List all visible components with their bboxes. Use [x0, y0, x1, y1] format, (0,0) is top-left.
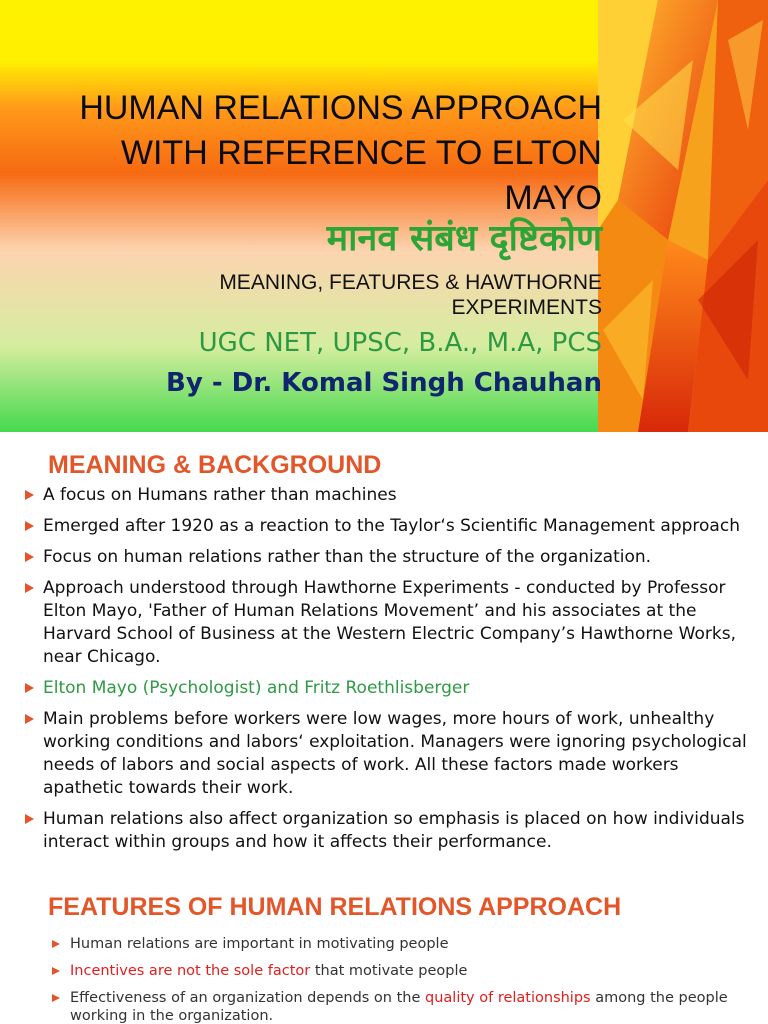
- list-item: [0, 708, 768, 800]
- bullet-arrow-icon: [25, 521, 34, 531]
- features-heading: FEATURES OF HUMAN RELATIONS APPROACH: [48, 893, 622, 921]
- title-line: MAYO: [504, 179, 602, 217]
- highlight-text: quality of relationships: [425, 990, 591, 1006]
- list-item-highlight: [0, 677, 768, 700]
- list-item-text: among the people working in the organization.: [70, 990, 728, 1024]
- bullet-arrow-icon: [25, 490, 34, 500]
- list-item-text: Human relations are important in motivating people: [70, 936, 449, 952]
- bullet-arrow-icon: [25, 583, 34, 593]
- list-item-text: A focus on Humans rather than machines: [43, 485, 397, 505]
- bullet-arrow-icon: [25, 683, 34, 693]
- bullet-arrow-icon: [25, 714, 34, 724]
- bullet-arrow-icon: [52, 967, 60, 975]
- meaning-list: [0, 484, 768, 862]
- list-item-text: Focus on human relations rather than the structure of the organization.: [43, 547, 652, 567]
- exam-list: UGC NET, UPSC, B.A., M.A, PCS: [198, 328, 602, 358]
- list-item: [0, 935, 768, 953]
- list-item-text: that motivate people: [310, 963, 468, 979]
- subtitle-line: EXPERIMENTS: [451, 296, 602, 319]
- bullet-arrow-icon: [52, 994, 60, 1002]
- subtitle-line: MEANING, FEATURES & HAWTHORNE: [219, 271, 602, 294]
- slide-subtitle: [42, 270, 602, 320]
- decorative-shards: [598, 0, 768, 432]
- hindi-title: मानव संबंध दृष्टिकोण: [326, 218, 602, 259]
- title-line: HUMAN RELATIONS APPROACH: [79, 89, 602, 127]
- list-item: [0, 577, 768, 669]
- list-item-text: Human relations also affect organization so emphasis is placed on how individuals interact within groups and how it affects their performance.: [43, 809, 745, 852]
- bullet-arrow-icon: [25, 552, 34, 562]
- features-list: [0, 935, 768, 1024]
- title-line: WITH REFERENCE TO ELTON: [120, 134, 602, 172]
- list-item-text: Main problems before workers were low wages, more hours of work, unhealthy working conditions and labors‘ exploitation. Managers were ignoring psychological needs of labors and social aspects of work. All these factors made workers apathetic towards their work.: [43, 709, 747, 798]
- list-item: [0, 546, 768, 569]
- author-credit: By - Dr. Komal Singh Chauhan: [166, 368, 602, 398]
- slide-title: [22, 86, 602, 221]
- meaning-heading: MEANING & BACKGROUND: [48, 451, 382, 479]
- shard-graphic: [598, 0, 768, 432]
- list-item: [0, 962, 768, 980]
- list-item: [0, 515, 768, 538]
- list-item-text: Emerged after 1920 as a reaction to the Taylor‘s Scientific Management approach: [43, 516, 740, 536]
- list-item-text: Effectiveness of an organization depends on the: [70, 990, 426, 1006]
- highlight-text: Incentives are not the sole factor: [70, 963, 311, 979]
- list-item-text: Elton Mayo (Psychologist) and Fritz Roethlisberger: [43, 678, 470, 698]
- bullet-arrow-icon: [25, 814, 34, 824]
- list-item-text: Approach understood through Hawthorne Experiments - conducted by Professor Elton Mayo, 'Father of Human Relations Movement’ and his associates at the Harvard School of Business at the Western Electric Company’s Hawthorne Works, near Chicago.: [43, 578, 736, 667]
- title-slide: [0, 0, 768, 432]
- list-item: [0, 484, 768, 507]
- list-item: [0, 989, 768, 1024]
- bullet-arrow-icon: [52, 940, 60, 948]
- list-item: [0, 808, 768, 854]
- content-slide: [0, 432, 768, 1024]
